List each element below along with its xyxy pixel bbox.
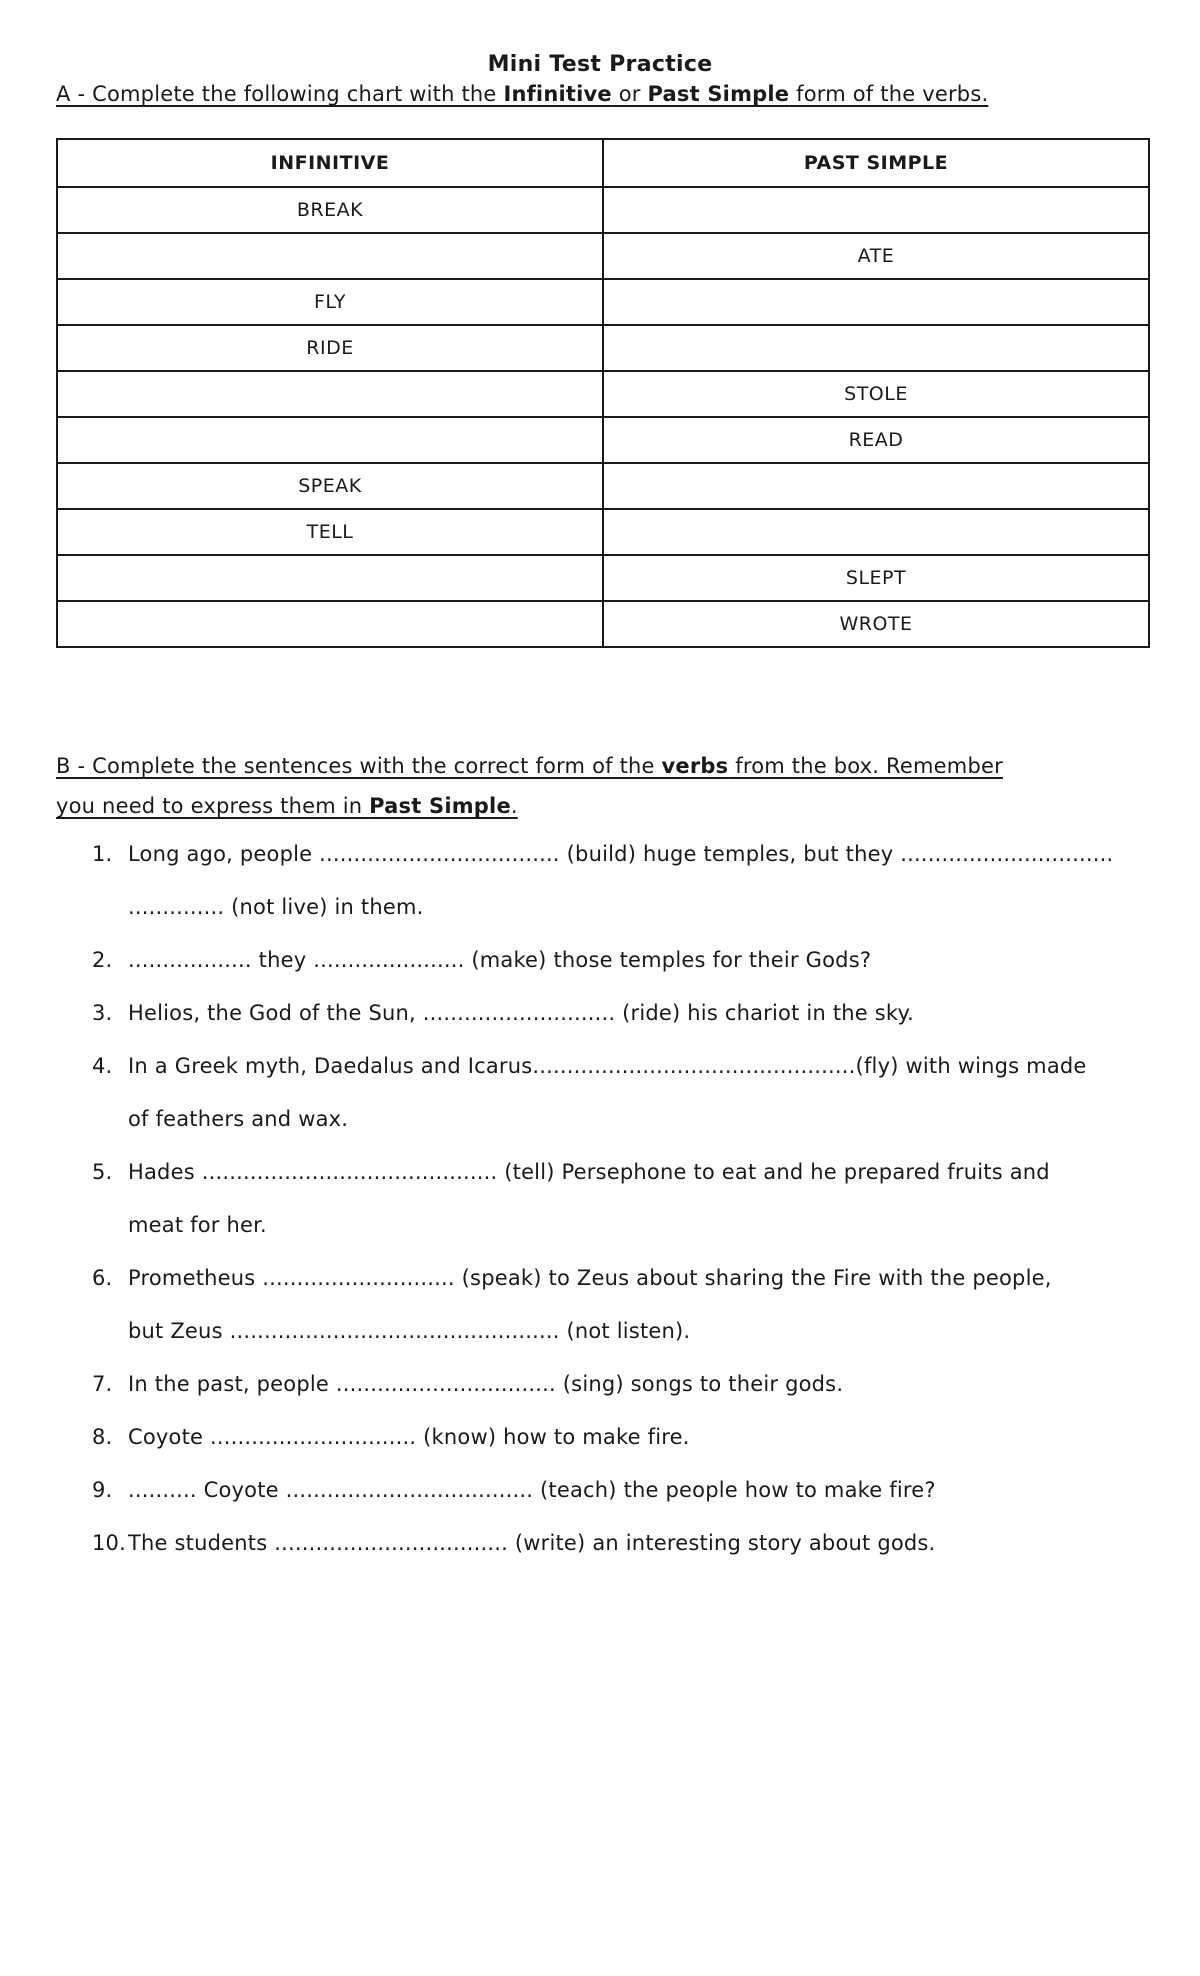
section-a-text: form of the verbs. (789, 82, 989, 106)
table-row (57, 279, 1149, 325)
header-infinitive: INFINITIVE (57, 139, 603, 187)
sentence-item (56, 1146, 1156, 1199)
sentence-text[interactable]: In a Greek myth, Daedalus and Icarus...............................................(fly) with wings made (128, 1054, 1087, 1078)
past-simple-cell[interactable]: READ (603, 417, 1149, 463)
infinitive-cell[interactable]: FLY (57, 279, 603, 325)
infinitive-cell[interactable] (57, 555, 603, 601)
section-b-text: from the box. Remember (728, 754, 1003, 778)
infinitive-cell[interactable] (57, 371, 603, 417)
sentence-text[interactable]: Long ago, people ................................... (build) huge temples, but they ............................... (128, 842, 1114, 866)
table-row (57, 187, 1149, 233)
sentence-list (56, 828, 1156, 1570)
sentence-number: 2. (92, 948, 113, 972)
section-a-text: or (611, 82, 648, 106)
sentence-item (56, 1411, 1156, 1464)
sentence-item (56, 1464, 1156, 1517)
sentence-item (56, 1252, 1156, 1305)
past-simple-cell[interactable]: ATE (603, 233, 1149, 279)
sentence-item (56, 1358, 1156, 1411)
table-row (57, 463, 1149, 509)
table-row (57, 417, 1149, 463)
section-b-instruction-line2 (56, 794, 518, 818)
sentence-text[interactable]: In the past, people ................................ (sing) songs to their gods. (128, 1372, 844, 1396)
sentence-number (56, 1199, 128, 1252)
sentence-item (56, 1093, 1156, 1146)
sentence-number: 8. (92, 1425, 113, 1449)
sentence-number: 6. (92, 1266, 113, 1290)
past-simple-cell[interactable]: WROTE (603, 601, 1149, 647)
sentence-item (56, 828, 1156, 881)
past-simple-cell[interactable] (603, 463, 1149, 509)
sentence-number: 7. (92, 1372, 113, 1396)
sentence-text[interactable]: Prometheus ............................ (speak) to Zeus about sharing the Fire with the people, (128, 1266, 1052, 1290)
sentence-number: 5. (92, 1160, 113, 1184)
table-row (57, 601, 1149, 647)
sentence-number (56, 1093, 128, 1146)
verb-table-body (57, 187, 1149, 647)
infinitive-cell[interactable] (57, 417, 603, 463)
header-past-simple: PAST SIMPLE (603, 139, 1149, 187)
sentence-number (56, 881, 128, 934)
past-simple-cell[interactable] (603, 509, 1149, 555)
past-simple-cell[interactable] (603, 187, 1149, 233)
sentence-number: 9. (92, 1478, 113, 1502)
sentence-text[interactable]: Coyote .............................. (know) how to make fire. (128, 1425, 690, 1449)
table-row (57, 555, 1149, 601)
sentence-item (56, 1040, 1156, 1093)
table-header-row (57, 139, 1149, 187)
sentence-number: 1. (92, 842, 113, 866)
infinitive-cell[interactable]: TELL (57, 509, 603, 555)
past-simple-cell[interactable]: SLEPT (603, 555, 1149, 601)
section-b-text: B - Complete the sentences with the correct form of the (56, 754, 662, 778)
infinitive-cell[interactable]: RIDE (57, 325, 603, 371)
sentence-item (56, 1305, 1156, 1358)
sentence-text[interactable]: Hades ........................................... (tell) Persephone to eat and he prepared fruits and (128, 1160, 1050, 1184)
page-title: Mini Test Practice (487, 52, 713, 77)
sentence-text[interactable]: of feathers and wax. (128, 1107, 349, 1131)
infinitive-cell[interactable] (57, 601, 603, 647)
sentence-text[interactable]: .............. (not live) in them. (128, 895, 424, 919)
section-a-instruction (56, 82, 988, 106)
sentence-text[interactable]: meat for her. (128, 1213, 267, 1237)
infinitive-cell[interactable]: BREAK (57, 187, 603, 233)
sentence-item (56, 881, 1156, 934)
sentence-item (56, 987, 1156, 1040)
past-simple-cell[interactable] (603, 325, 1149, 371)
section-b-text: you need to express them in (56, 794, 370, 818)
section-b-bold-past-simple: Past Simple (369, 794, 511, 818)
table-row (57, 233, 1149, 279)
section-b-bold-verbs: verbs (661, 754, 729, 778)
table-row (57, 509, 1149, 555)
sentence-text[interactable]: but Zeus ................................................ (not listen). (128, 1319, 691, 1343)
sentence-number: 10. (92, 1531, 126, 1555)
section-a-bold-past-simple: Past Simple (647, 82, 790, 106)
sentence-text[interactable]: .......... Coyote .................................... (teach) the people how to make fire? (128, 1478, 936, 1502)
sentence-text[interactable]: Helios, the God of the Sun, ............................ (ride) his chariot in the sky. (128, 1001, 915, 1025)
sentence-number: 3. (92, 1001, 113, 1025)
sentence-item (56, 934, 1156, 987)
infinitive-cell[interactable] (57, 233, 603, 279)
section-a-bold-infinitive: Infinitive (503, 82, 612, 106)
sentence-item (56, 1199, 1156, 1252)
table-row (57, 371, 1149, 417)
sentence-text[interactable]: .................. they ...................... (make) those temples for their Gods? (128, 948, 872, 972)
sentence-text[interactable]: The students .................................. (write) an interesting story about gods. (128, 1531, 936, 1555)
sentence-number (56, 1305, 128, 1358)
table-row (57, 325, 1149, 371)
section-b-instruction-line1 (56, 754, 1003, 778)
past-simple-cell[interactable]: STOLE (603, 371, 1149, 417)
section-b-text: . (510, 794, 518, 818)
past-simple-cell[interactable] (603, 279, 1149, 325)
section-a-text: A - Complete the following chart with the (56, 82, 504, 106)
infinitive-cell[interactable]: SPEAK (57, 463, 603, 509)
sentence-item (56, 1517, 1156, 1570)
sentence-number: 4. (92, 1054, 113, 1078)
verb-chart-table (56, 138, 1150, 648)
